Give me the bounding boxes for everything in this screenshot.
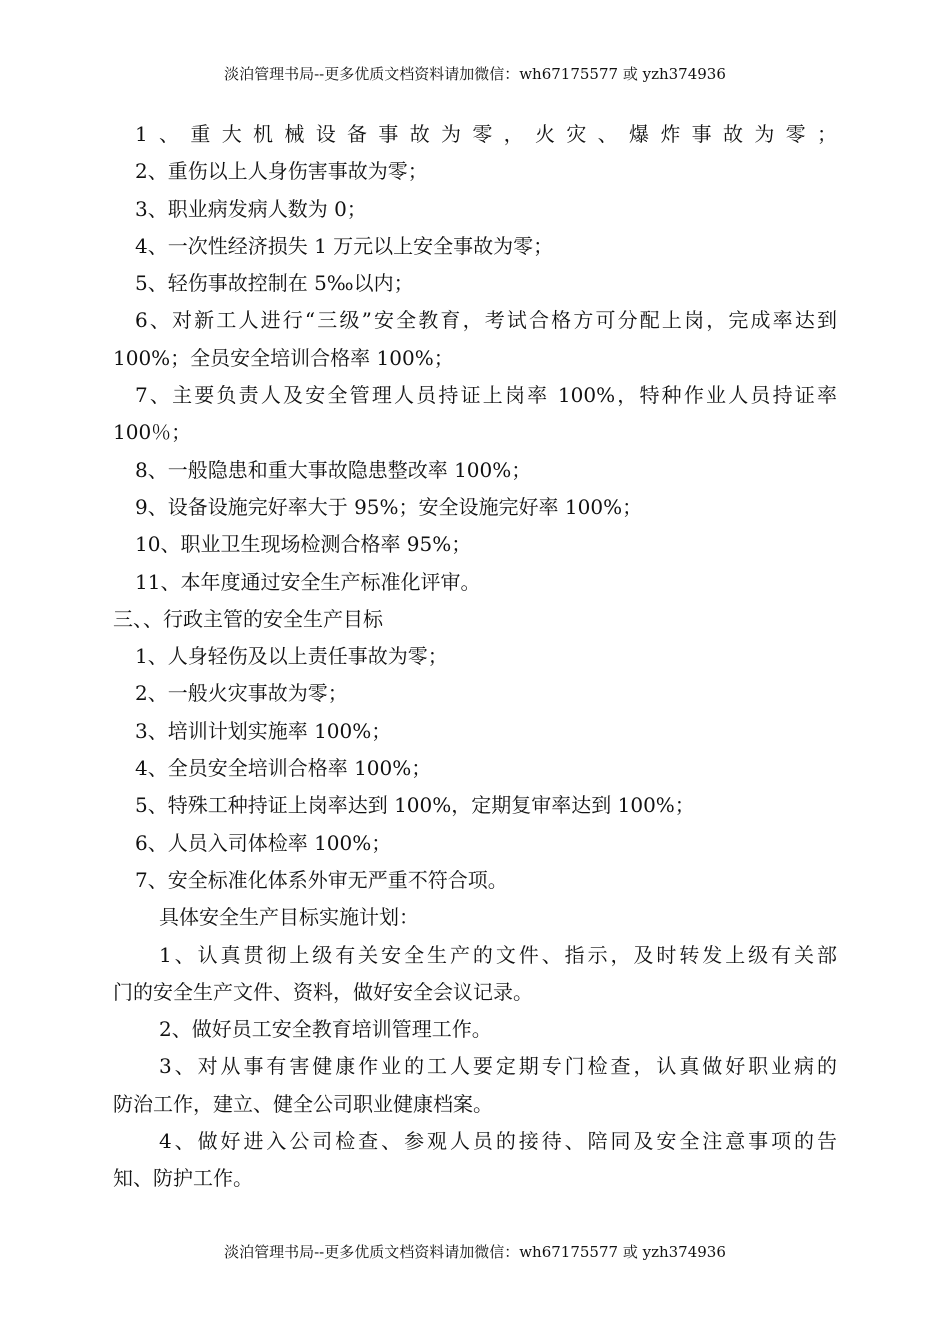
section-heading-admin: 三、、行政主管的安全生产目标	[113, 606, 383, 631]
admin-item-7: 7、安全标准化体系外审无严重不符合项。	[135, 867, 508, 892]
target-item-9: 9、设备设施完好率大于 95%；安全设施完好率 100%；	[135, 494, 643, 519]
target-item-7: 7、主要负责人及安全管理人员持证上岗率 100%，特种作业人员持证率	[135, 383, 837, 408]
target-item-10: 10、职业卫生现场检测合格率 95%；	[135, 532, 472, 557]
page-footer: 淡泊管理书局--更多优质文档资料请加微信：wh67175577 或 yzh374936	[224, 1243, 726, 1261]
admin-item-2: 2、一般火灾事故为零；	[135, 681, 348, 706]
plan-item-1: 1、认真贯彻上级有关安全生产的文件、指示，及时转发上级有关部	[159, 942, 837, 967]
target-item-7-cont: 100％；	[113, 420, 192, 445]
plan-item-1-cont: 门的安全生产文件、资料，做好安全会议记录。	[113, 979, 533, 1004]
target-item-11: 11、本年度通过安全生产标准化评审。	[135, 569, 481, 594]
admin-item-5: 5、特殊工种持证上岗率达到 100%，定期复审率达到 100%；	[135, 793, 695, 818]
target-item-6: 6、对新工人进行“三级”安全教育，考试合格方可分配上岗，完成率达到	[135, 308, 837, 333]
document-body	[113, 116, 837, 1198]
plan-item-4: 4、做好进入公司检查、参观人员的接待、陪同及安全注意事项的告	[159, 1129, 837, 1154]
target-item-6-cont: 100%；全员安全培训合格率 100%；	[113, 345, 454, 370]
plan-item-3: 3、对从事有害健康作业的工人要定期专门检查，认真做好职业病的	[159, 1054, 837, 1079]
target-item-3: 3、职业病发病人数为 0；	[135, 196, 367, 221]
target-item-8: 8、一般隐患和重大事故隐患整改率 100%；	[135, 457, 532, 482]
plan-heading: 具体安全生产目标实施计划：	[159, 905, 419, 930]
admin-item-3: 3、培训计划实施率 100%；	[135, 718, 392, 743]
plan-item-4-cont: 知、防护工作。	[113, 1166, 253, 1191]
target-item-4: 4、一次性经济损失 1 万元以上安全事故为零；	[135, 233, 554, 258]
plan-item-2: 2、做好员工安全教育培训管理工作。	[159, 1017, 492, 1042]
target-item-5: 5、轻伤事故控制在 5‰以内；	[135, 271, 414, 296]
page-header: 淡泊管理书局--更多优质文档资料请加微信：wh67175577 或 yzh374936	[224, 65, 726, 83]
admin-item-1: 1、人身轻伤及以上责任事故为零；	[135, 644, 448, 669]
admin-item-4: 4、全员安全培训合格率 100%；	[135, 756, 432, 781]
admin-item-6: 6、人员入司体检率 100%；	[135, 830, 392, 855]
target-item-2: 2、重伤以上人身伤害事故为零；	[135, 159, 428, 184]
target-item-1: 1、重大机械设备事故为零，火灾、爆炸事故为零；	[135, 122, 837, 146]
plan-item-3-cont: 防治工作，建立、健全公司职业健康档案。	[113, 1091, 493, 1116]
